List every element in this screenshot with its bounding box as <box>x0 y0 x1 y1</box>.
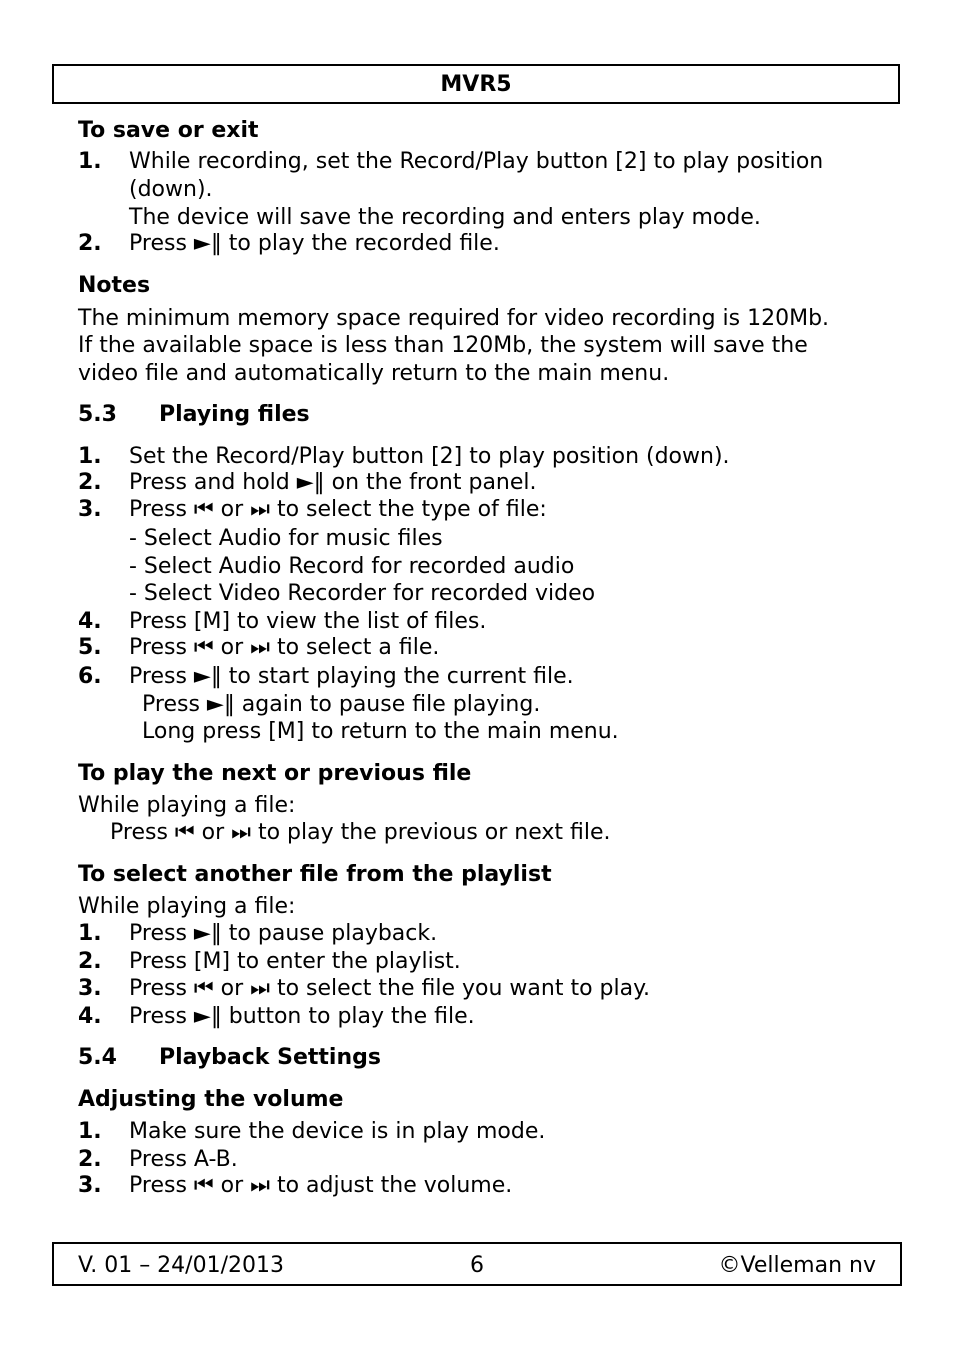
playlist-heading: To select another file from the playlist <box>78 862 552 887</box>
playlist-intro: While playing a file: <box>78 894 296 919</box>
volume-step-3-text: Press ⏮ or ⏭ to adjust the volume. <box>129 1173 513 1198</box>
save-step-2-number: 2. <box>78 231 102 256</box>
section-5-3-number: 5.3 <box>78 402 117 427</box>
volume-step-1-text: Make sure the device is in play mode. <box>129 1119 546 1144</box>
save-step-2-line-1: Press ►‖ to play the recorded file. <box>129 231 500 256</box>
page-header: MVR5 <box>52 64 900 104</box>
play-step-1-number: 1. <box>78 444 102 469</box>
play-step-4-line-1: Press [M] to view the list of files. <box>129 609 487 634</box>
playlist-step-4-number: 4. <box>78 1004 102 1029</box>
notes-line-1: The minimum memory space required for video recording is 120Mb. <box>78 306 830 331</box>
save-step-1-line-2: (down). <box>129 177 213 202</box>
notes-heading: Notes <box>78 273 151 298</box>
play-step-1-line-1: Set the Record/Play button [2] to play position (down). <box>129 444 730 469</box>
volume-step-2-number: 2. <box>78 1147 102 1172</box>
volume-step-2-text: Press A-B. <box>129 1147 238 1172</box>
play-step-3-line-4: - Select Video Recorder for recorded video <box>129 581 596 606</box>
save-step-1-line-1: While recording, set the Record/Play button [2] to play position <box>129 149 824 174</box>
play-step-4-number: 4. <box>78 609 102 634</box>
play-step-5-number: 5. <box>78 635 102 660</box>
section-5-3-title: Playing files <box>159 402 310 427</box>
playlist-step-4-text: Press ►‖ button to play the file. <box>129 1004 475 1029</box>
section-5-4-number: 5.4 <box>78 1045 117 1070</box>
section-5-4-title: Playback Settings <box>159 1045 381 1070</box>
next-prev-line-1: While playing a file: <box>78 793 296 818</box>
volume-heading: Adjusting the volume <box>78 1087 344 1112</box>
footer-page-number: 6 <box>470 1253 484 1278</box>
play-step-2-line-1: Press and hold ►‖ on the front panel. <box>129 470 537 495</box>
play-step-6-line-1: Press ►‖ to start playing the current file. <box>129 664 574 689</box>
save-step-1-number: 1. <box>78 149 102 174</box>
footer-version: V. 01 – 24/01/2013 <box>78 1253 284 1278</box>
page-footer <box>52 1242 902 1286</box>
notes-line-3: video file and automatically return to the main menu. <box>78 361 670 386</box>
play-step-3-line-1: Press ⏮ or ⏭ to select the type of file: <box>129 497 547 522</box>
playlist-step-1-number: 1. <box>78 921 102 946</box>
volume-step-3-number: 3. <box>78 1173 102 1198</box>
play-step-3-line-3: - Select Audio Record for recorded audio <box>129 554 575 579</box>
play-step-6-number: 6. <box>78 664 102 689</box>
play-step-6-line-3: Long press [M] to return to the main menu. <box>142 719 619 744</box>
next-prev-line-2: Press ⏮ or ⏭ to play the previous or next file. <box>110 820 611 845</box>
play-step-6-line-2: Press ►‖ again to pause file playing. <box>142 692 541 717</box>
playlist-step-1-text: Press ►‖ to pause playback. <box>129 921 438 946</box>
footer-copyright: ©Velleman nv <box>718 1253 876 1278</box>
next-prev-heading: To play the next or previous file <box>78 761 472 786</box>
play-step-3-number: 3. <box>78 497 102 522</box>
playlist-step-2-number: 2. <box>78 949 102 974</box>
playlist-step-2-text: Press [M] to enter the playlist. <box>129 949 461 974</box>
notes-line-2: If the available space is less than 120Mb, the system will save the <box>78 333 808 358</box>
play-step-3-line-2: - Select Audio for music files <box>129 526 443 551</box>
playlist-step-3-number: 3. <box>78 976 102 1001</box>
volume-step-1-number: 1. <box>78 1119 102 1144</box>
save-step-1-line-3: The device will save the recording and enters play mode. <box>129 205 761 230</box>
play-step-2-number: 2. <box>78 470 102 495</box>
save-exit-heading: To save or exit <box>78 118 259 143</box>
playlist-step-3-text: Press ⏮ or ⏭ to select the file you want to play. <box>129 976 650 1001</box>
play-step-5-line-1: Press ⏮ or ⏭ to select a file. <box>129 635 440 660</box>
